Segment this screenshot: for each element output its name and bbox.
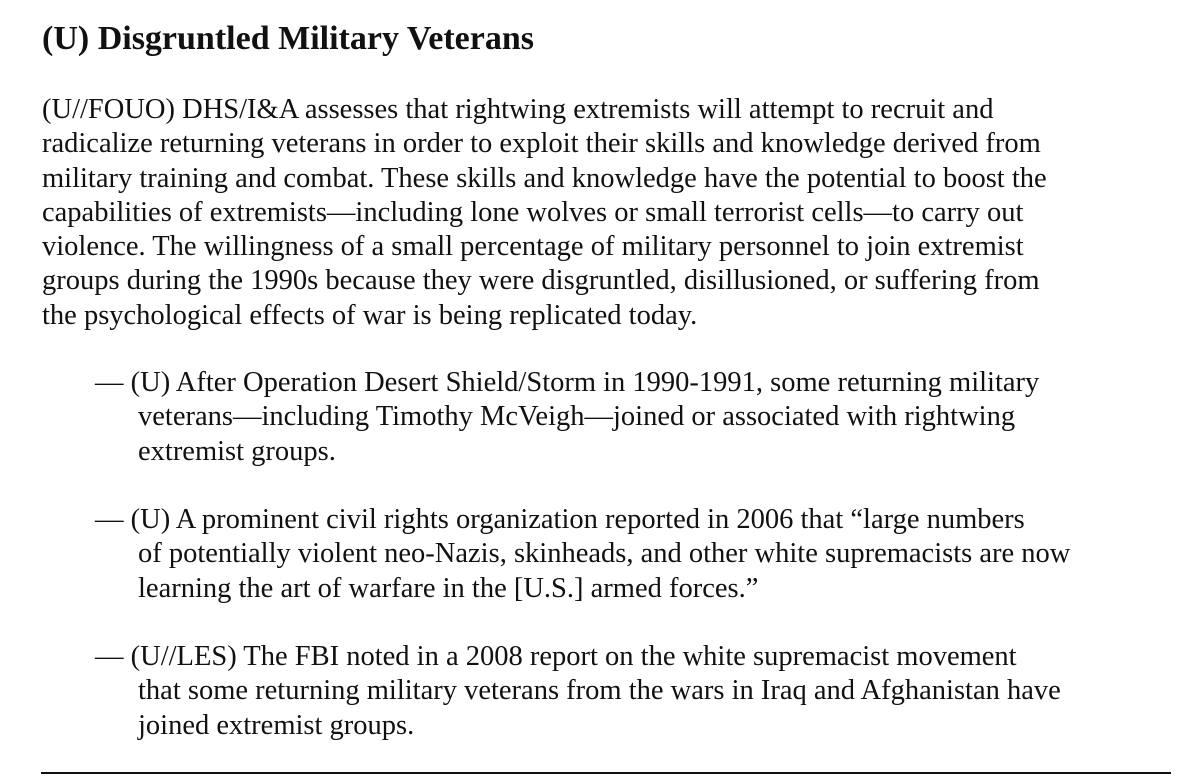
assessment-paragraph — [42, 93, 1172, 333]
bullet-item-desert-storm — [95, 366, 1175, 469]
bullet-line: — (U) After Operation Desert Shield/Storm in 1990-1991, some returning military — [95, 367, 1040, 398]
bullet-line: of potentially violent neo-Nazis, skinheads, and other white supremacists are now — [138, 538, 1071, 570]
paragraph-line: (U//FOUO) DHS/I&A assesses that rightwing extremists will attempt to recruit and — [42, 94, 994, 125]
bullet-line: joined extremist groups. — [138, 709, 415, 741]
bullet-line: veterans—including Timothy McVeigh—joined or associated with rightwing — [138, 401, 1016, 433]
paragraph-line: the psychological effects of war is being replicated today. — [42, 299, 698, 331]
paragraph-line: radicalize returning veterans in order to exploit their skills and knowledge derived from — [42, 128, 1041, 160]
paragraph-line: violence. The willingness of a small percentage of military personnel to join extremist — [42, 231, 1024, 263]
paragraph-line: military training and combat. These skills and knowledge have the potential to boost the — [42, 162, 1047, 194]
bullet-line: — (U) A prominent civil rights organization reported in 2006 that “large numbers — [95, 504, 1025, 535]
bullet-line: — (U//LES) The FBI noted in a 2008 report on the white supremacist movement — [95, 641, 1017, 672]
bullet-line: learning the art of warfare in the [U.S.] armed forces.” — [138, 572, 759, 604]
bullet-item-civil-rights-report — [95, 503, 1175, 606]
bullet-item-fbi-report — [95, 640, 1175, 743]
bullet-line: that some returning military veterans from the wars in Iraq and Afghanistan have — [138, 675, 1061, 707]
section-heading: (U) Disgruntled Military Veterans — [42, 20, 535, 57]
bullet-line: extremist groups. — [138, 435, 336, 467]
paragraph-line: capabilities of extremists—including lone wolves or small terrorist cells—to carry out — [42, 196, 1024, 228]
bottom-rule-divider — [41, 772, 1171, 774]
paragraph-line: groups during the 1990s because they were disgruntled, disillusioned, or suffering from — [42, 265, 1040, 297]
